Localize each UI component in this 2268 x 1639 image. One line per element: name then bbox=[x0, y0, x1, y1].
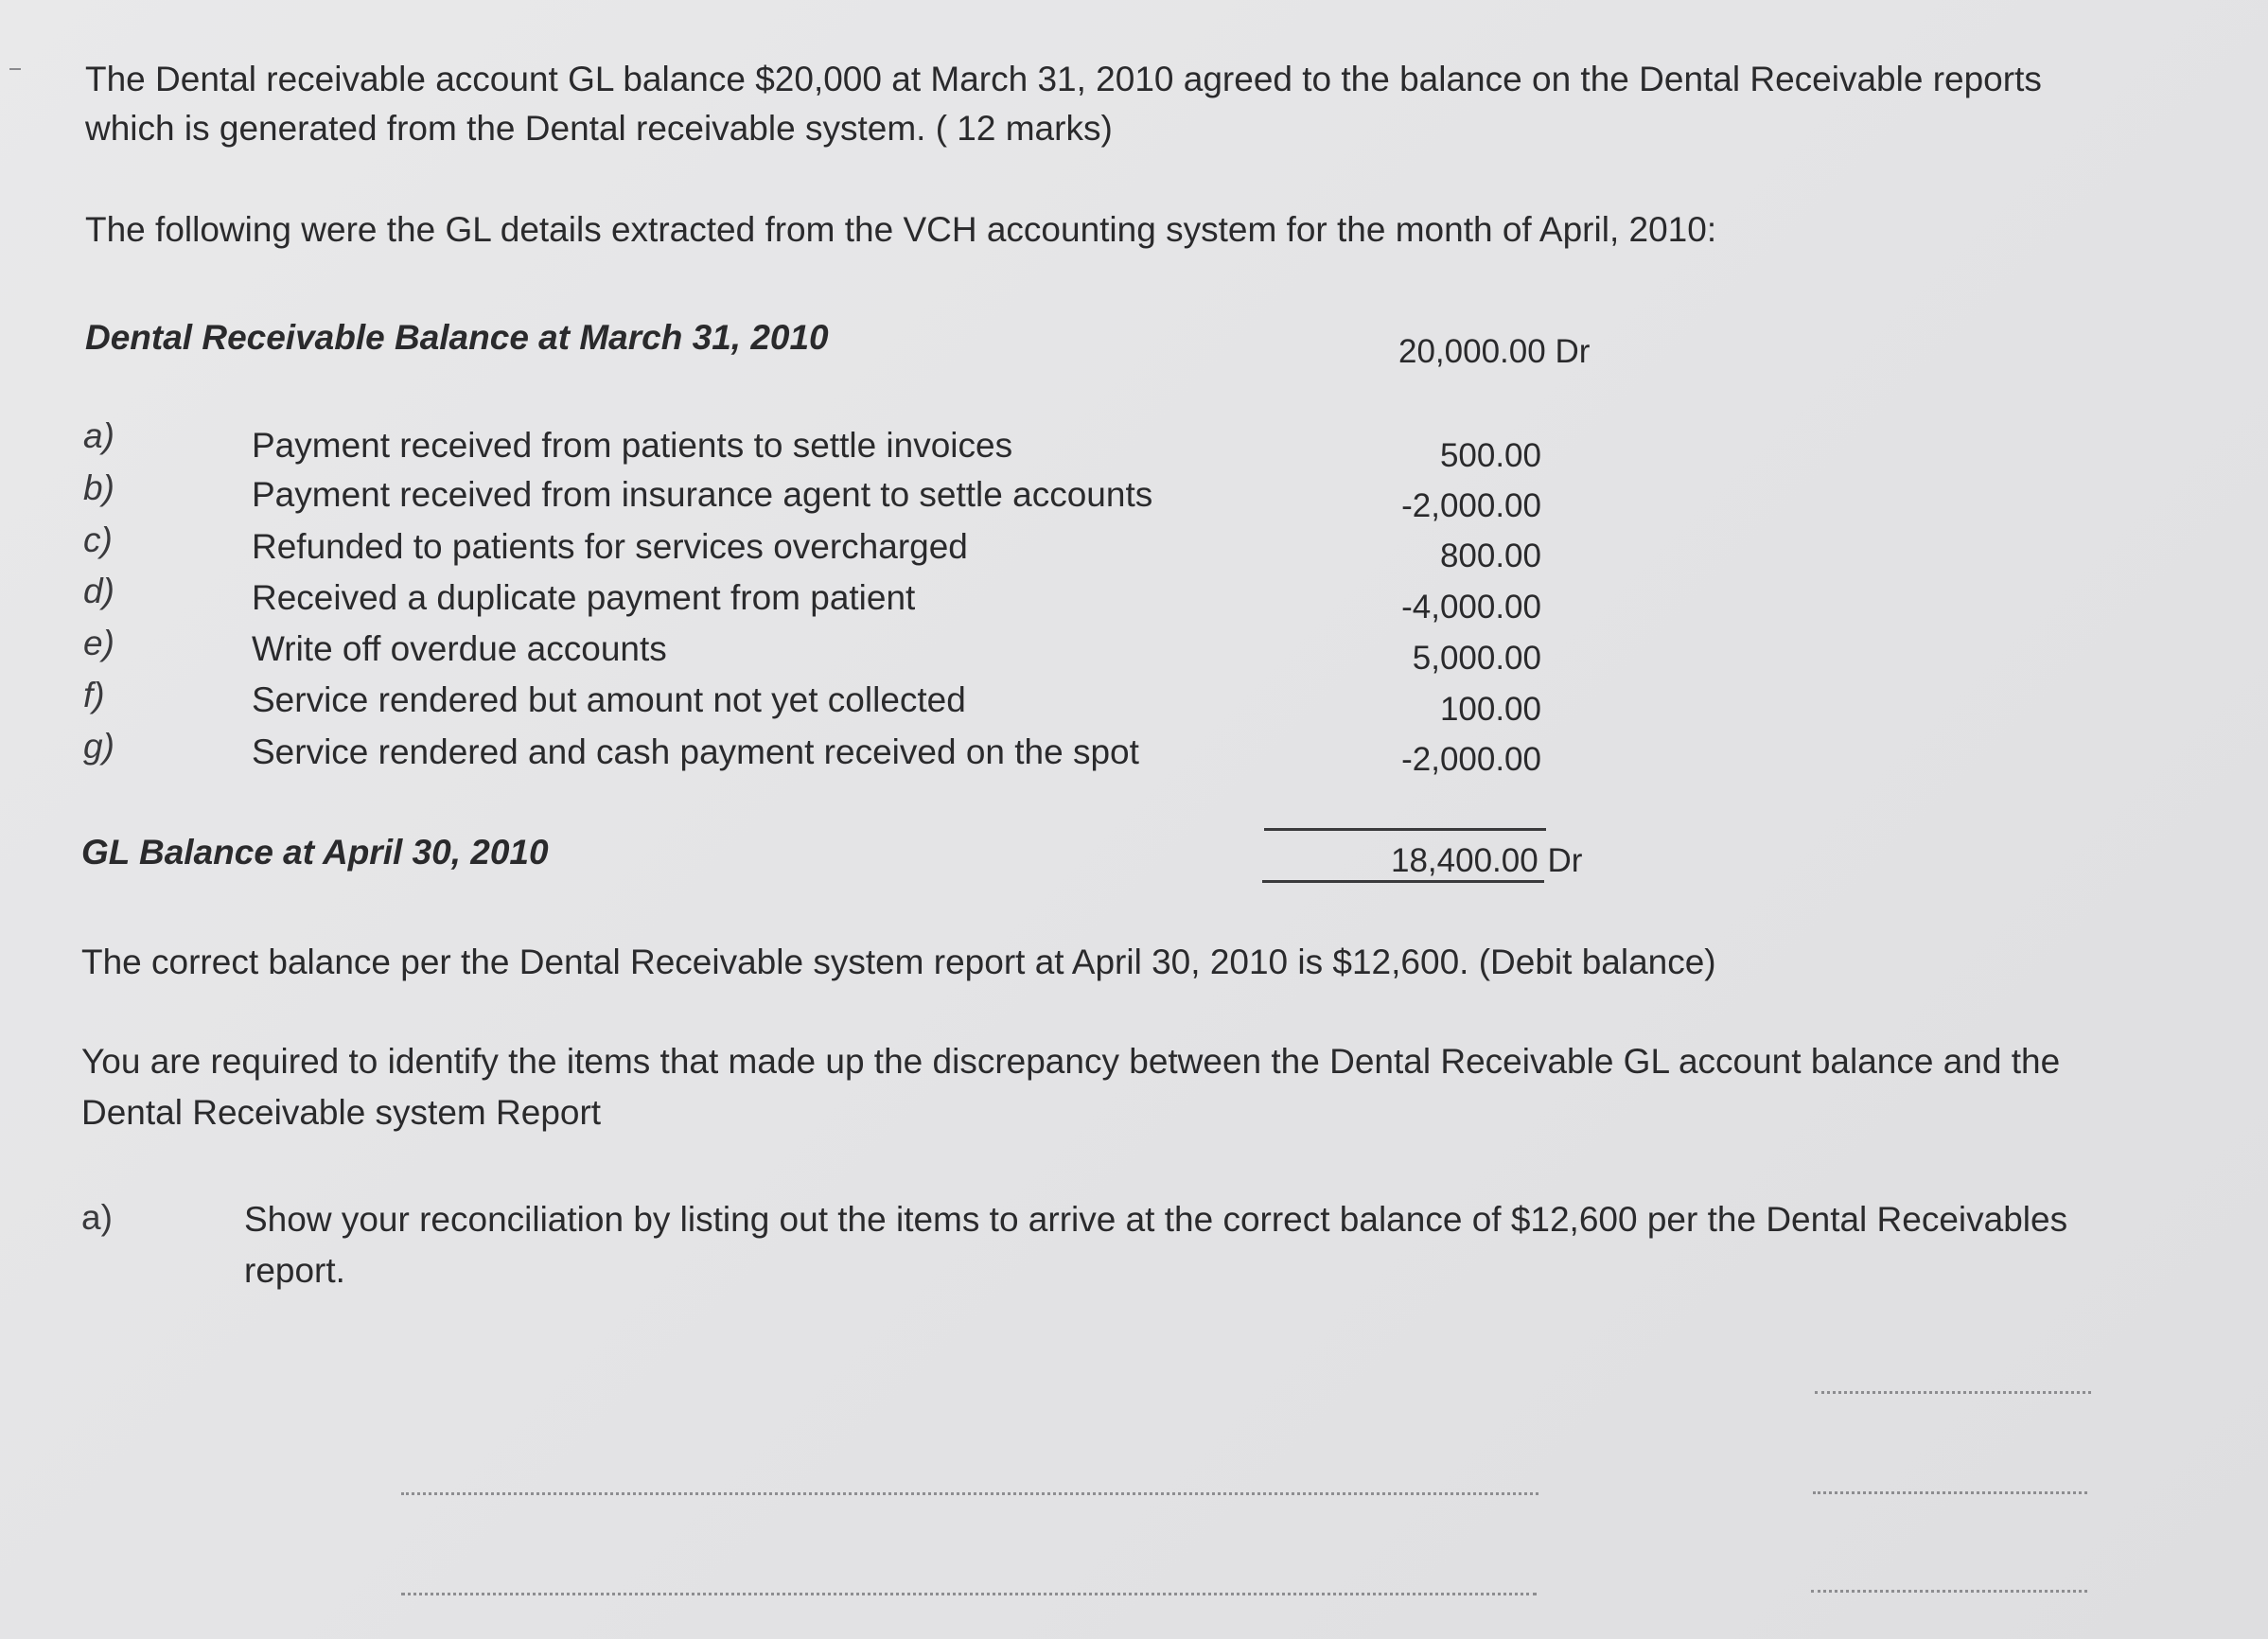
closing-amount-value: 18,400.00 bbox=[1391, 842, 1538, 879]
closing-balance-label: GL Balance at April 30, 2010 bbox=[81, 833, 549, 872]
item-description: Payment received from insurance agent to settle accounts bbox=[252, 475, 1153, 514]
item-letter: a) bbox=[83, 416, 114, 455]
answer-line[interactable] bbox=[1811, 1590, 2087, 1593]
intro-paragraph: The Dental receivable account GL balance $20,000 at March 31, 2010 agreed to the balance on the Dental Receivable reports which is generated from the Dental receivable system. ( 12 marks) bbox=[85, 60, 2042, 148]
item-letter: c) bbox=[83, 520, 113, 559]
item-letter: g) bbox=[83, 727, 114, 766]
opening-balance-label: Dental Receivable Balance at March 31, 2010 bbox=[85, 318, 829, 357]
item-amount: 100.00 bbox=[1439, 691, 1541, 728]
total-underline bbox=[1262, 880, 1544, 883]
item-description: Refunded to patients for services overcharged bbox=[252, 527, 968, 566]
answer-line[interactable] bbox=[401, 1593, 1537, 1595]
item-description: Received a duplicate payment from patient bbox=[252, 578, 916, 617]
item-description: Service rendered but amount not yet collected bbox=[252, 680, 966, 719]
item-amount: 800.00 bbox=[1439, 538, 1541, 574]
item-letter: e) bbox=[83, 624, 114, 662]
subtotal-rule bbox=[1264, 828, 1546, 831]
opening-balance-amount bbox=[1398, 333, 1590, 371]
item-letter: b) bbox=[83, 468, 114, 507]
answer-line[interactable] bbox=[401, 1492, 1538, 1495]
opening-amount-dr: Dr bbox=[1555, 333, 1591, 370]
closing-amount-dr: Dr bbox=[1547, 842, 1583, 879]
gl-details-intro: The following were the GL details extracted from the VCH accounting system for the month of April, 2010: bbox=[85, 210, 1717, 249]
item-amount: -4,000.00 bbox=[1401, 589, 1541, 626]
item-amount: 500.00 bbox=[1439, 437, 1541, 474]
question-letter: a) bbox=[81, 1198, 113, 1237]
closing-balance-amount bbox=[1391, 842, 1582, 880]
item-letter: f) bbox=[83, 676, 105, 714]
answer-line[interactable] bbox=[1815, 1391, 2091, 1394]
item-amount: 5,000.00 bbox=[1412, 640, 1541, 677]
correct-balance-statement: The correct balance per the Dental Receivable system report at April 30, 2010 is $12,600. (Debit balance) bbox=[81, 943, 1716, 981]
item-description: Service rendered and cash payment received on the spot bbox=[252, 732, 1139, 771]
item-description: Payment received from patients to settle invoices bbox=[252, 426, 1013, 465]
margin-mark bbox=[9, 68, 21, 70]
item-description: Write off overdue accounts bbox=[252, 629, 667, 668]
answer-line[interactable] bbox=[1813, 1491, 2087, 1494]
item-amount: -2,000.00 bbox=[1401, 487, 1541, 524]
item-letter: d) bbox=[83, 572, 114, 610]
item-amount: -2,000.00 bbox=[1401, 741, 1541, 778]
requirement-paragraph: You are required to identify the items that made up the discrepancy between the Dental Receivable GL account balance and the Dental Receivable system Report bbox=[81, 1042, 2061, 1132]
opening-amount-value: 20,000.00 bbox=[1398, 333, 1546, 370]
question-text: Show your reconciliation by listing out the items to arrive at the correct balance of $12,600 per the Dental Receivables report. bbox=[244, 1200, 2068, 1290]
